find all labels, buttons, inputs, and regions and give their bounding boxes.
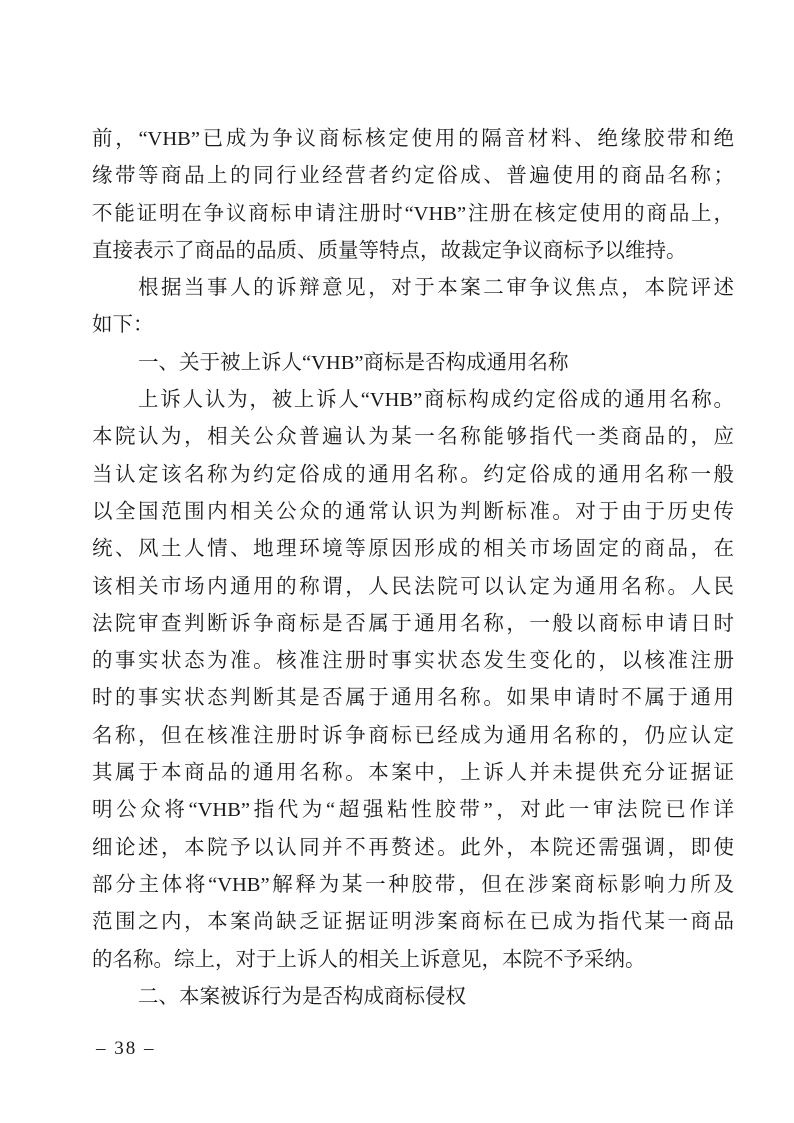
text-line: 法院审查判断诉争商标是否属于通用名称，一般以商标申请日时	[92, 612, 734, 635]
text-line: 以全国范围内相关公众的通常认识为判断标准。对于由于历史传	[92, 500, 734, 523]
text-line: 部分主体将“VHB”解释为某一种胶带，但在涉案商标影响力所及	[92, 873, 734, 896]
text-line: 明公众将“VHB”指代为“超强粘性胶带”，对此一审法院已作详	[92, 799, 734, 822]
text-line: 该相关市场内通用的称谓，人民法院可以认定为通用名称。人民	[92, 575, 734, 598]
text-line: 本院认为，相关公众普遍认为某一名称能够指代一类商品的，应	[92, 426, 734, 449]
text-line: 的名称。综上，对于上诉人的相关上诉意见，本院不予采纳。	[92, 948, 646, 971]
section-heading-1: 一、关于被上诉人“VHB”商标是否构成通用名称	[138, 351, 569, 374]
section-heading-2: 二、本案被诉行为是否构成商标侵权	[138, 985, 466, 1008]
page-number: – 38 –	[96, 1038, 156, 1059]
text-line: 根据当事人的诉辩意见，对于本案二审争议焦点，本院评述	[138, 277, 734, 300]
text-line: 范围之内，本案尚缺乏证据证明涉案商标在已成为指代某一商品	[92, 911, 734, 934]
text-line: 不能证明在争议商标申请注册时“VHB”注册在核定使用的商品上，	[92, 202, 734, 225]
text-line: 当认定该名称为约定俗成的通用名称。约定俗成的通用名称一般	[92, 463, 734, 486]
text-line: 直接表示了商品的品质、质量等特点，故裁定争议商标予以维持。	[92, 239, 687, 262]
text-line: 其属于本商品的通用名称。本案中，上诉人并未提供充分证据证	[92, 762, 734, 785]
text-line: 统、风土人情、地理环境等原因形成的相关市场固定的商品，在	[92, 538, 734, 561]
text-line: 的事实状态为准。核准注册时事实状态发生变化的，以核准注册	[92, 650, 734, 673]
text-line: 上诉人认为，被上诉人“VHB”商标构成约定俗成的通用名称。	[138, 389, 734, 412]
text-line: 缘带等商品上的同行业经营者约定俗成、普遍使用的商品名称；	[92, 165, 734, 188]
text-line: 时的事实状态判断其是否属于通用名称。如果申请时不属于通用	[92, 687, 734, 710]
text-line: 名称，但在核准注册时诉争商标已经成为通用名称的，仍应认定	[92, 724, 734, 747]
text-line: 如下：	[92, 314, 154, 337]
body-text	[92, 121, 734, 1016]
text-line: 前，“VHB”已成为争议商标核定使用的隔音材料、绝缘胶带和绝	[92, 128, 734, 150]
text-line: 细论述，本院予以认同并不再赘述。此外，本院还需强调，即使	[92, 836, 734, 859]
